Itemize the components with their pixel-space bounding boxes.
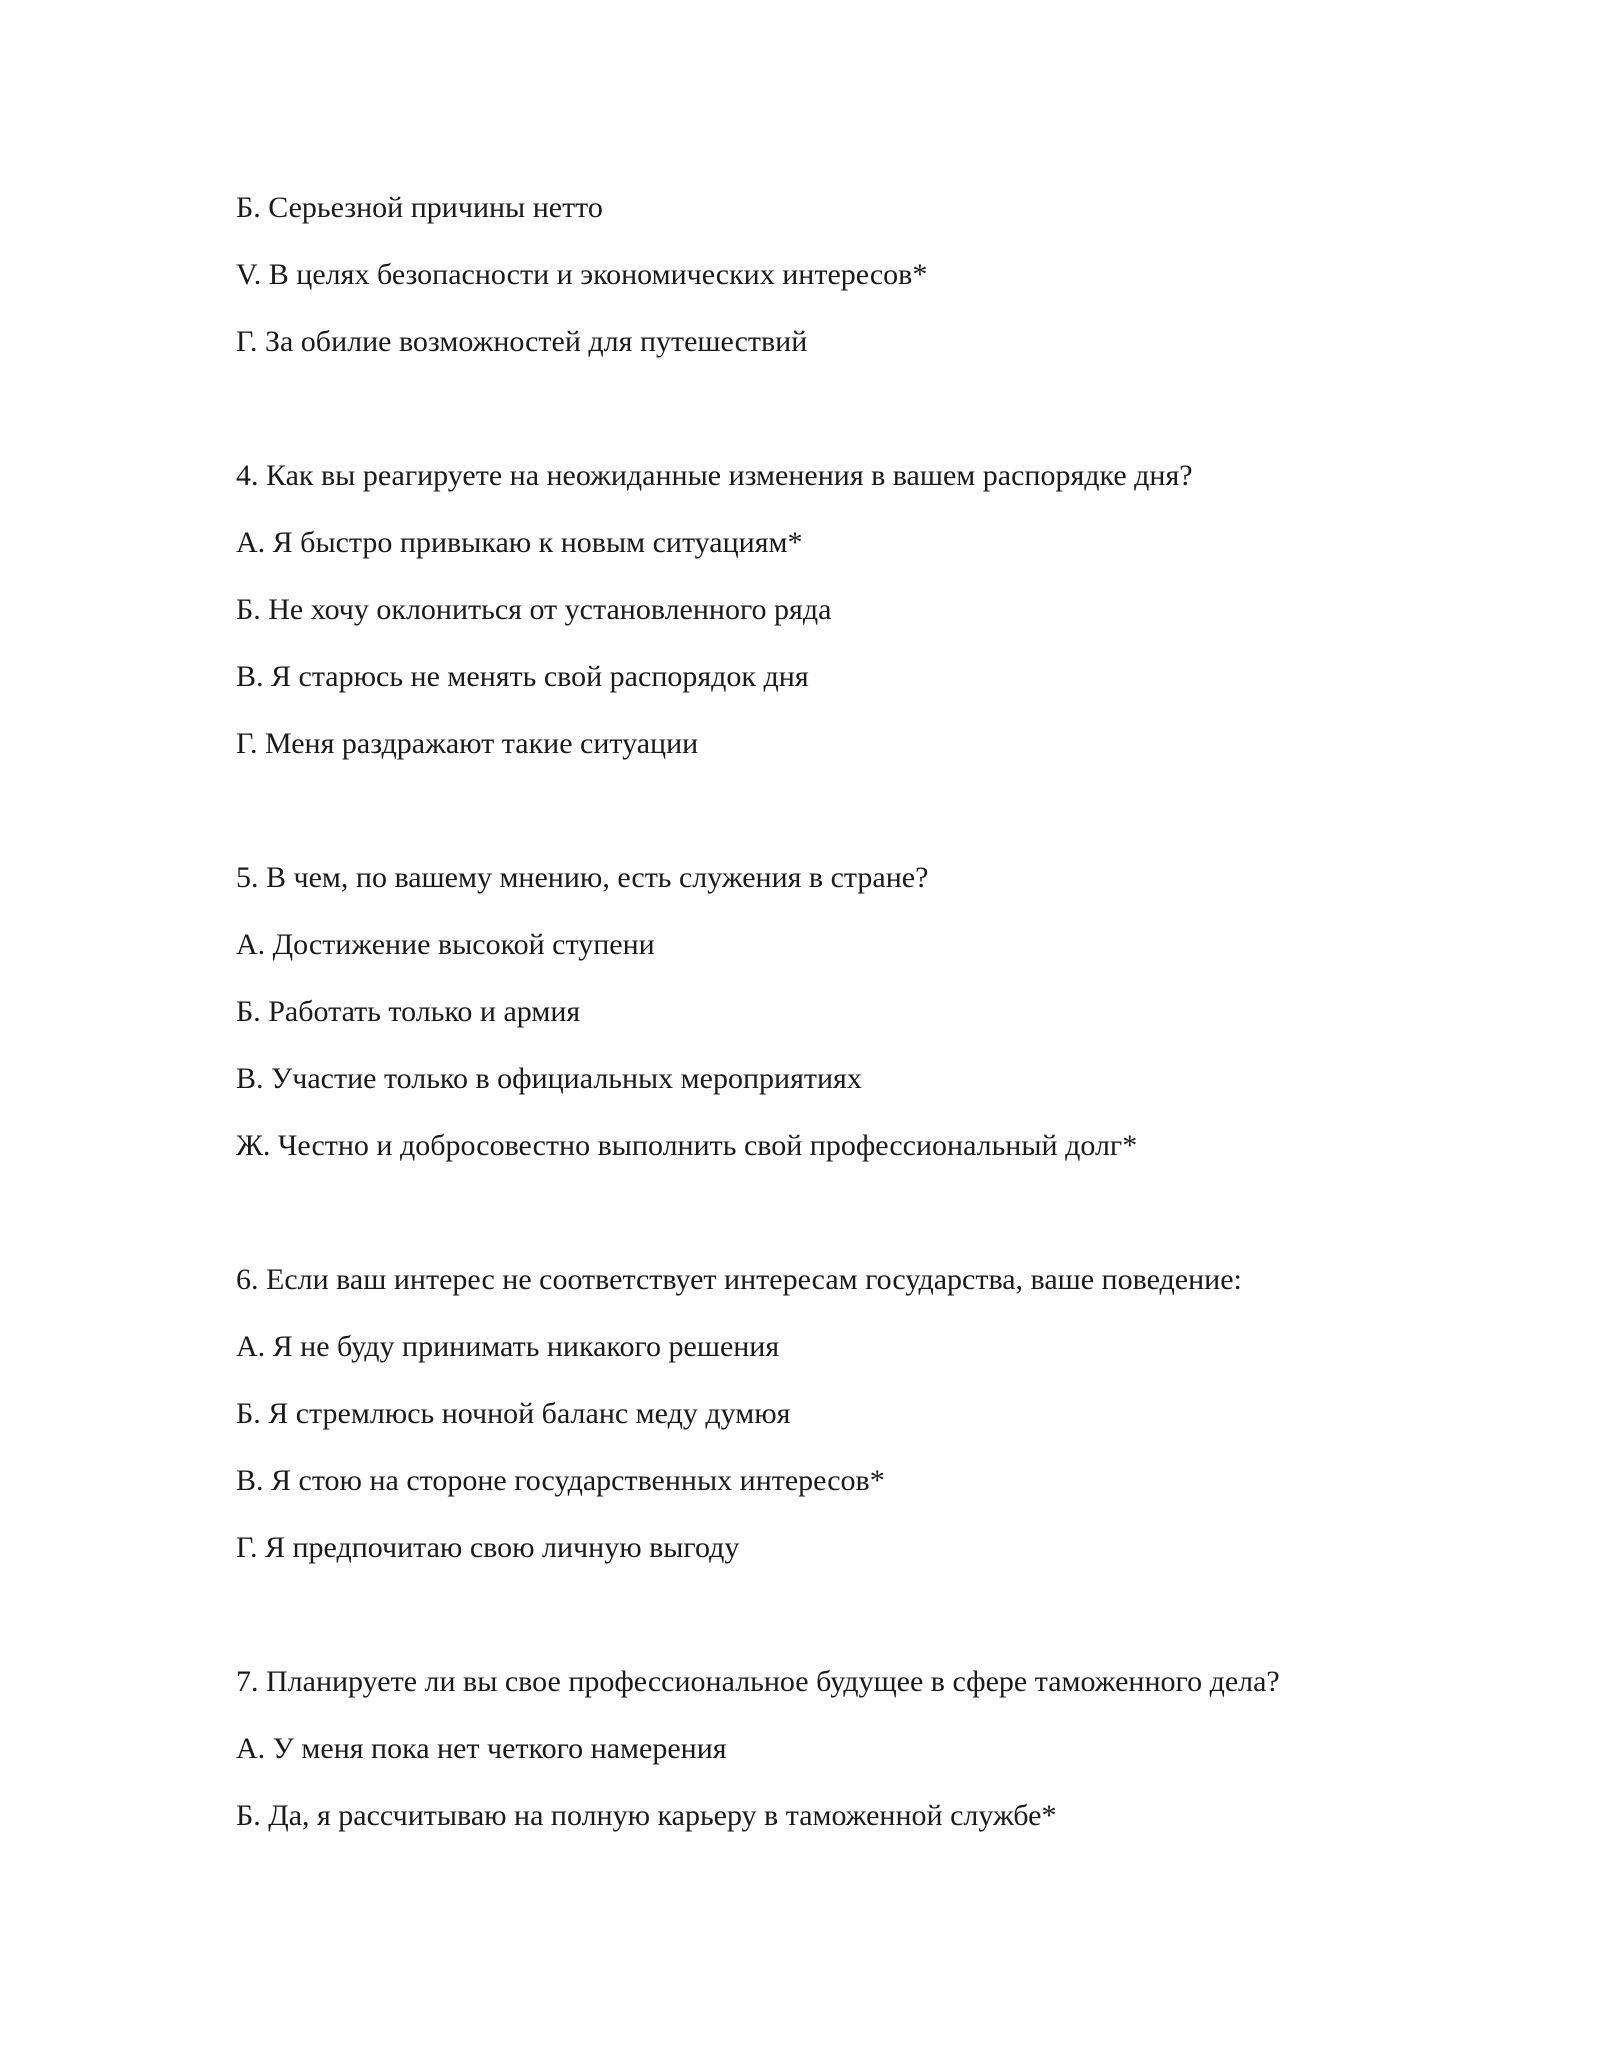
question-text: 7. Планируете ли вы свое профессиональное будущее в сфере таможенного дела?	[236, 1665, 1280, 1698]
question-text: 6. Если ваш интерес не соответствует интересам государства, ваше поведение:	[236, 1263, 1242, 1296]
answer-option: Б. Да, я рассчитываю на полную карьеру в таможенной службе*	[236, 1799, 1057, 1832]
answer-option: Б. Работать только и армия	[236, 995, 581, 1028]
answer-option: Г. За обилие возможностей для путешествий	[236, 325, 808, 358]
answer-option: А. У меня пока нет четкого намерения	[236, 1732, 727, 1765]
answer-option: Г. Меня раздражают такие ситуации	[236, 727, 699, 760]
answer-option: В. Я старюсь не менять свой распорядок дня	[236, 660, 809, 693]
answer-option: Б. Я стремлюсь ночной баланс меду думюя	[236, 1397, 791, 1430]
answer-option: Б. Не хочу оклониться от установленного ряда	[236, 593, 832, 626]
answer-option: А. Я быстро привыкаю к новым ситуациям*	[236, 526, 803, 559]
answer-option: А. Достижение высокой ступени	[236, 928, 655, 961]
answer-option: Ж. Честно и добросовестно выполнить свой профессиональный долг*	[236, 1129, 1138, 1162]
question-text: 5. В чем, по вашему мнению, есть служения в стране?	[236, 861, 929, 894]
question-text: 4. Как вы реагируете на неожиданные изменения в вашем распорядке дня?	[236, 459, 1193, 492]
answer-option: Г. Я предпочитаю свою личную выгоду	[236, 1531, 740, 1564]
answer-option: В. Участие только в официальных мероприятиях	[236, 1062, 862, 1095]
answer-option: А. Я не буду принимать никакого решения	[236, 1330, 780, 1363]
answer-option: В. Я стою на стороне государственных интересов*	[236, 1464, 885, 1497]
answer-option: V. В целях безопасности и экономических интересов*	[236, 258, 928, 291]
answer-option: Б. Серьезной причины нетто	[236, 191, 603, 224]
